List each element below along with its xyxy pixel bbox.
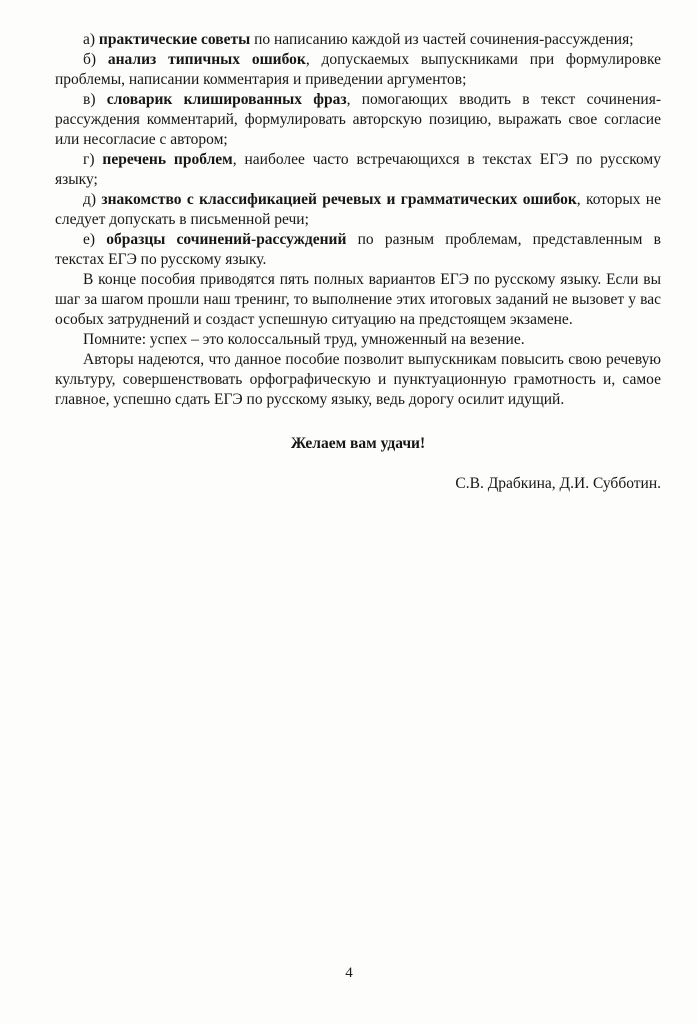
- list-item-text: , которых не следует допускать в письменной речи;: [55, 191, 661, 228]
- paragraph-authors-hope: Авторы надеются, что данное пособие позволит выпускникам повысить свою речевую культуру, совершенствовать орфографическую и пунктуационную грамотность и, самое главное, успешно сдать ЕГЭ по русскому языку, ведь дорогу осилит идущий.: [55, 351, 661, 408]
- paragraph-conclusion-variants: В конце пособия приводятся пять полных вариантов ЕГЭ по русскому языку. Если вы шаг за шагом прошли наш тренинг, то выполнение этих итоговых заданий не вызовет у вас особых затруднений и создаст успешную ситуацию на предстоящем экзамене.: [55, 271, 661, 328]
- list-item-bold-lead: анализ типичных ошибок: [107, 51, 306, 68]
- list-item-bold-lead: словарик клишированных фраз: [106, 91, 347, 108]
- paragraph-remember: Помните: успех – это колоссальный труд, умноженный на везение.: [83, 331, 525, 348]
- list-item-prefix: в): [83, 91, 107, 108]
- list-item-prefix: г): [83, 151, 103, 168]
- document-page: [55, 30, 661, 494]
- list-item-g: [55, 150, 661, 190]
- list-item-bold-lead: практические советы: [98, 31, 251, 48]
- list-item-prefix: а): [83, 31, 99, 48]
- list-item-text: по написанию каждой из частей сочинения-рассуждения;: [250, 31, 634, 48]
- page-number: 4: [345, 965, 353, 981]
- list-item-prefix: б): [83, 51, 108, 68]
- list-item-prefix: е): [83, 231, 107, 248]
- list-item-text: по разным проблемам, представленным в текстах ЕГЭ по русскому языку.: [55, 231, 661, 268]
- list-item-text: , допускаемых выпускниками при формулировке проблемы, написании комментария и приведении аргументов;: [55, 51, 661, 88]
- list-item-bold-lead: перечень проблем: [102, 151, 233, 168]
- list-item-bold-lead: знакомство с классификацией речевых и грамматических ошибок: [101, 191, 577, 208]
- list-item-text: , наиболее часто встречающихся в текстах ЕГЭ по русскому языку;: [55, 151, 661, 188]
- list-item-text: , помогающих вводить в текст сочинения-рассуждения комментарий, формулировать авторскую позицию, выражать свое согласие или несогласие с автором;: [55, 91, 661, 148]
- list-item-d: [55, 190, 661, 230]
- good-luck-wish: Желаем вам удачи!: [290, 435, 426, 452]
- list-item-bold-lead: образцы сочинений-рассуждений: [106, 231, 347, 248]
- authors-signature: С.В. Драбкина, Д.И. Субботин.: [455, 475, 661, 492]
- list-item-a: [55, 30, 661, 50]
- list-item-b: [55, 50, 661, 90]
- list-item-e: [55, 230, 661, 270]
- list-item-prefix: д): [83, 191, 102, 208]
- list-item-v: [55, 90, 661, 150]
